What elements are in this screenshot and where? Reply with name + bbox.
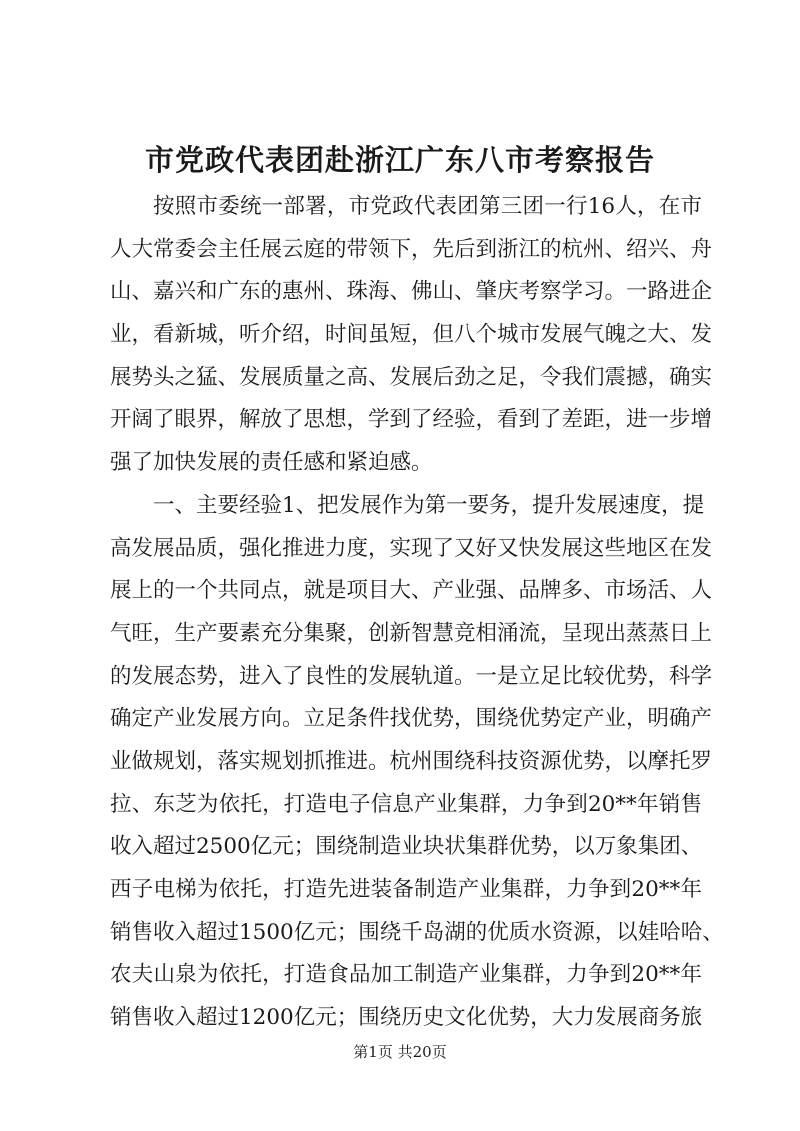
body-line: 人大常委会主任展云庭的带领下，先后到浙江的杭州、绍兴、舟 — [110, 236, 713, 262]
body-line: 收入超过2500亿元；围绕制造业块状集群优势，以万象集团、 — [110, 834, 703, 860]
document-title: 市党政代表团赴浙江广东八市考察报告 — [144, 143, 655, 177]
body-line: 高发展品质，强化推进力度，实现了又好又快发展这些地区在发 — [110, 535, 713, 561]
body-line: 展势头之猛、发展质量之高、发展后劲之足，令我们震撼，确实 — [110, 364, 713, 390]
body-line: 业做规划，落实规划抓推进。杭州围绕科技资源优势，以摩托罗 — [110, 748, 713, 774]
body-line: 的发展态势，进入了良性的发展轨道。一是立足比较优势，科学 — [110, 663, 713, 689]
body-line: 确定产业发展方向。立足条件找优势，围绕优势定产业，明确产 — [110, 706, 713, 732]
body-line: 按照市委统一部署，市党政代表团第三团一行16人，在市 — [153, 194, 702, 219]
page-number: 第1页 共20页 — [353, 1043, 447, 1061]
body-line: 西子电梯为依托，打造先进装备制造产业集群，力争到20**年 — [110, 877, 702, 902]
body-line: 山、嘉兴和广东的惠州、珠海、佛山、肇庆考察学习。一路进企 — [110, 279, 713, 305]
body-line: 展上的一个共同点，就是项目大、产业强、品牌多、市场活、人 — [110, 578, 713, 604]
body-line: 强了加快发展的责任感和紧迫感。 — [110, 450, 433, 476]
body-line: 气旺，生产要素充分集聚，创新智慧竞相涌流，呈现出蒸蒸日上 — [110, 620, 713, 646]
body-line: 销售收入超过1200亿元；围绕历史文化优势，大力发展商务旅 — [110, 1005, 703, 1031]
body-line: 一、主要经验1、把发展作为第一要务，提升发展速度，提 — [153, 492, 705, 518]
body-line: 拉、东芝为依托，打造电子信息产业集群，力争到20**年销售 — [110, 791, 702, 817]
document-body — [110, 186, 724, 1040]
body-line: 业，看新城，听介绍，时间虽短，但八个城市发展气魄之大、发 — [110, 322, 713, 348]
body-line: 销售收入超过1500亿元；围绕千岛湖的优质水资源，以娃哈哈、 — [110, 919, 724, 945]
body-line: 农夫山泉为依托，打造食品加工制造产业集群，力争到20**年 — [110, 962, 702, 988]
body-line: 开阔了眼界，解放了思想，学到了经验，看到了差距，进一步增 — [110, 407, 713, 433]
